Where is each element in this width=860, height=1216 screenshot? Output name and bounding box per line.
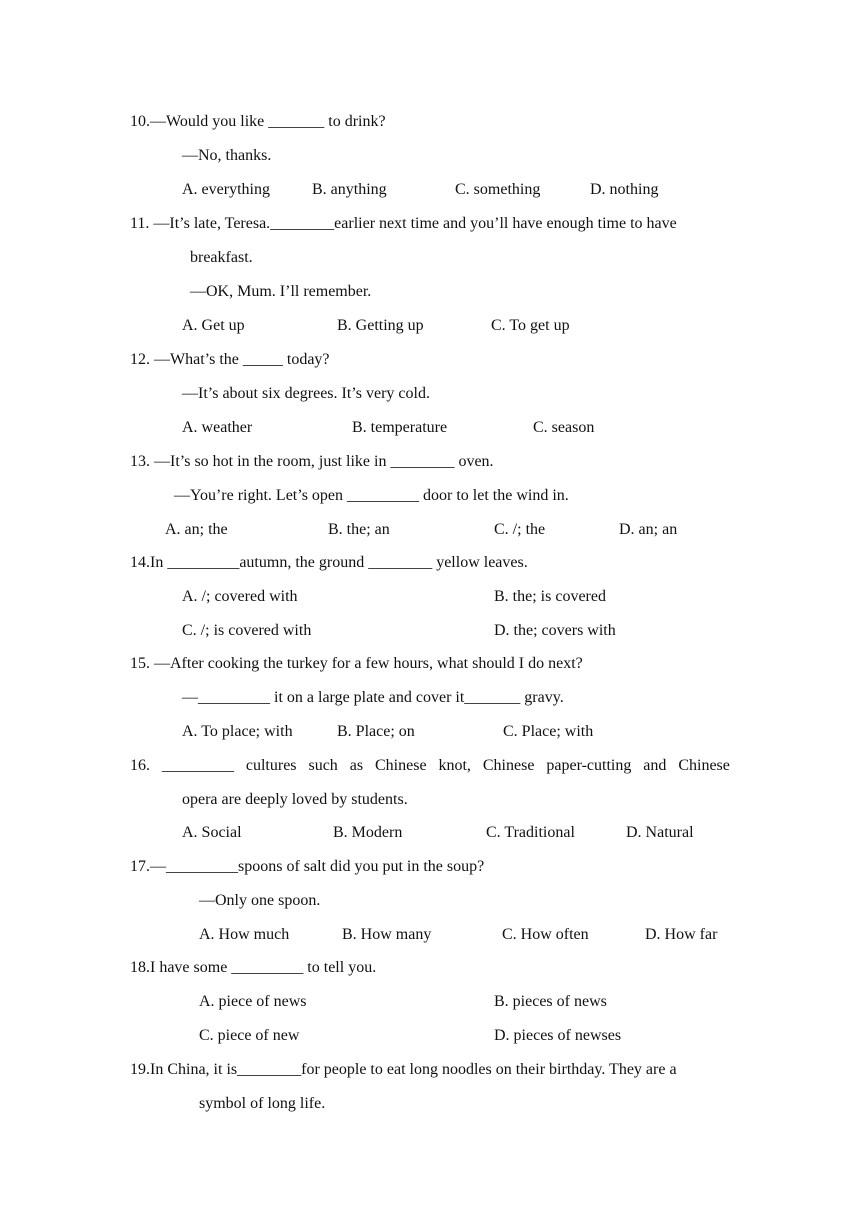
question-12-option-a: A. weather: [182, 419, 253, 436]
question-10-reply: —No, thanks.: [182, 147, 272, 164]
question-15-option-a: A. To place; with: [182, 723, 293, 740]
question-14-option-a: A. /; covered with: [182, 588, 298, 605]
question-13-reply: —You’re right. Let’s open _________ door to let the wind in.: [174, 487, 569, 504]
question-16-stem: [130, 756, 730, 776]
question-11-stem-continued: breakfast.: [190, 249, 253, 266]
stem-word: knot,: [438, 757, 471, 774]
stem-word: paper-cutting: [546, 757, 632, 774]
question-10-stem: 10.—Would you like _______ to drink?: [130, 113, 386, 130]
question-17-reply: —Only one spoon.: [199, 892, 321, 909]
question-18-stem: 18.I have some _________ to tell you.: [130, 959, 377, 976]
question-14-option-c: C. /; is covered with: [182, 622, 312, 639]
question-12-option-b: B. temperature: [352, 419, 448, 436]
question-14-stem: 14.In _________autumn, the ground ________ yellow leaves.: [130, 554, 528, 571]
question-11-reply: —OK, Mum. I’ll remember.: [190, 283, 372, 300]
question-10-option-b: B. anything: [312, 181, 387, 198]
stem-word: Chinese: [375, 757, 427, 774]
question-15-option-b: B. Place; on: [337, 723, 415, 740]
question-18-option-c: C. piece of new: [199, 1027, 300, 1044]
stem-word: such: [308, 757, 338, 774]
question-18-option-a: A. piece of news: [199, 993, 307, 1010]
question-11-stem: 11. —It’s late, Teresa.________earlier next time and you’ll have enough time to have: [130, 215, 677, 232]
stem-word: as: [349, 757, 364, 774]
question-12-reply: —It’s about six degrees. It’s very cold.: [182, 385, 430, 402]
question-13-option-c: C. /; the: [494, 521, 546, 538]
stem-word: and: [643, 757, 667, 774]
question-16-option-b: B. Modern: [333, 824, 403, 841]
question-18-option-d: D. pieces of newses: [494, 1027, 622, 1044]
question-17-option-d: D. How far: [645, 926, 718, 943]
question-13-stem: 13. —It’s so hot in the room, just like in ________ oven.: [130, 453, 494, 470]
question-11-option-c: C. To get up: [491, 317, 570, 334]
question-19-stem-continued: symbol of long life.: [199, 1095, 326, 1112]
question-13-option-d: D. an; an: [619, 521, 678, 538]
question-18-option-b: B. pieces of news: [494, 993, 607, 1010]
question-11-option-a: A. Get up: [182, 317, 245, 334]
question-16-option-d: D. Natural: [626, 824, 694, 841]
question-13-option-a: A. an; the: [165, 521, 228, 538]
stem-word: _________: [161, 757, 234, 774]
question-14-option-d: D. the; covers with: [494, 622, 616, 639]
question-11-option-b: B. Getting up: [337, 317, 424, 334]
stem-word: 16.: [130, 757, 150, 774]
question-10-option-a: A. everything: [182, 181, 270, 198]
question-13-option-b: B. the; an: [328, 521, 390, 538]
question-10-option-d: D. nothing: [590, 181, 659, 198]
question-15-stem: 15. —After cooking the turkey for a few hours, what should I do next?: [130, 655, 583, 672]
question-12-option-c: C. season: [533, 419, 595, 436]
question-17-option-c: C. How often: [502, 926, 589, 943]
question-17-stem: 17.—_________spoons of salt did you put in the soup?: [130, 858, 485, 875]
question-16-option-c: C. Traditional: [486, 824, 575, 841]
question-14-option-b: B. the; is covered: [494, 588, 606, 605]
question-15-option-c: C. Place; with: [503, 723, 594, 740]
question-17-option-a: A. How much: [199, 926, 290, 943]
question-16-stem-continued: opera are deeply loved by students.: [182, 791, 408, 808]
question-17-option-b: B. How many: [342, 926, 432, 943]
question-12-stem: 12. —What’s the _____ today?: [130, 351, 330, 368]
question-16-option-a: A. Social: [182, 824, 242, 841]
stem-word: Chinese: [482, 757, 535, 774]
question-19-stem: 19.In China, it is________for people to eat long noodles on their birthday. They are a: [130, 1061, 677, 1078]
stem-word: cultures: [245, 757, 297, 774]
question-10-option-c: C. something: [455, 181, 541, 198]
stem-word: Chinese: [678, 757, 730, 774]
question-15-reply: —_________ it on a large plate and cover it_______ gravy.: [182, 689, 564, 706]
